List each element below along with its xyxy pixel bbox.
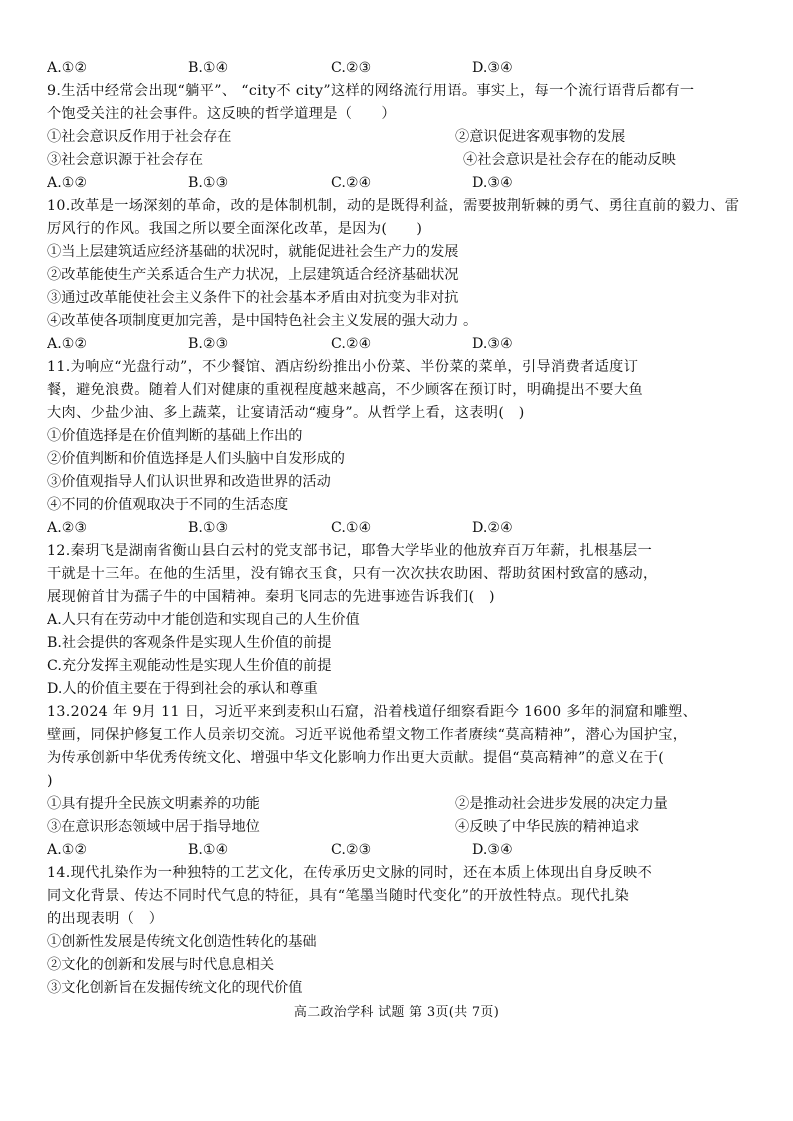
q10-stem-line: 厉风行的作风。我国之所以要全面深化改革，是因为( ) [47, 221, 423, 237]
question-14 [47, 862, 757, 1000]
q11-option-d[interactable]: D.②④ [472, 520, 513, 536]
q13-stem-line: 13.2024 年 9月 11 日，习近平来到麦积山石窟，沿着栈道仔细察看距今 1600 多年的洞窟和雕塑、 [47, 704, 698, 720]
q10-statement-1: ①当上层建筑适应经济基础的状况时，就能促进社会生产力的发展 [47, 244, 459, 260]
q10-statement-3: ③通过改革能使社会主义条件下的社会基本矛盾由对抗变为非对抗 [47, 290, 459, 306]
q9-options [47, 172, 757, 195]
q9-option-b[interactable]: B.①③ [188, 175, 229, 191]
q12-choice-b[interactable]: B.社会提供的客观条件是实现人生价值的前提 [47, 635, 332, 651]
q9-option-d[interactable]: D.③④ [472, 175, 513, 191]
q13-option-a[interactable]: A.①② [47, 842, 88, 858]
q13-stem-line: 壁画，同保护修复工作人员亲切交流。习近平说他希望文物工作者赓续“莫高精神”，潜心为国护宝， [47, 727, 688, 743]
q13-stem-line: ) [47, 773, 53, 789]
q11-stem-line: 11.为响应“光盘行动”，不少餐馆、酒店纷纷推出小份菜、半份菜的菜单，引导消费者适度订 [47, 359, 639, 375]
q11-option-b[interactable]: B.①③ [188, 520, 229, 536]
q9-statement-3: ③社会意识源于社会存在 [47, 152, 204, 168]
q11-statement-3: ③价值观指导人们认识世界和改造世界的活动 [47, 474, 331, 490]
q10-stem-line: 10.改革是一场深刻的革命，改的是体制机制，动的是既得利益，需要披荆斩棘的勇气、勇往直前的毅力、雷 [47, 198, 740, 214]
q14-statement-3: ③文化创新旨在发掘传统文化的现代价值 [47, 980, 303, 996]
question-10 [47, 195, 757, 356]
q11-statement-1: ①价值选择是在价值判断的基础上作出的 [47, 428, 303, 444]
q10-option-b[interactable]: B.②③ [188, 336, 229, 352]
q12-stem-line: 干就是十三年。在他的生活里，没有锦衣玉食，只有一次次扶农助困、帮助贫困村致富的感动， [47, 566, 658, 582]
q9-statements-row [47, 126, 757, 149]
q11-option-a[interactable]: A.②③ [47, 520, 88, 536]
question-9 [47, 80, 757, 195]
q13-statements-row [47, 793, 757, 816]
question-12 [47, 540, 757, 701]
exam-page-content [47, 57, 757, 1000]
q8-option-d[interactable]: D.③④ [472, 60, 513, 76]
q9-option-c[interactable]: C.②④ [331, 175, 372, 191]
q11-statement-2: ②价值判断和价值选择是人们头脑中自发形成的 [47, 451, 345, 467]
q9-stem-line: 9.生活中经常会出现“躺平”、 “city不 city”这样的网络流行用语。事实上，每一个流行语背后都有一 [47, 83, 695, 99]
q9-option-a[interactable]: A.①② [47, 175, 88, 191]
q8-options [47, 57, 757, 80]
q14-statement-2: ②文化的创新和发展与时代息息相关 [47, 957, 275, 973]
q8-option-a[interactable]: A.①② [47, 60, 88, 76]
q13-option-c[interactable]: C.②③ [331, 842, 372, 858]
page-footer: 高二政治学科 试题 第 3页(共 7页) [293, 1005, 500, 1020]
q11-stem-line: 餐，避免浪费。随着人们对健康的重视程度越来越高，不少顾客在预订时，明确提出不要大鱼 [47, 382, 644, 398]
q10-statement-2: ②改革能使生产关系适合生产力状况，上层建筑适合经济基础状况 [47, 267, 459, 283]
q11-options [47, 517, 757, 540]
q9-statement-1: ①社会意识反作用于社会存在 [47, 129, 232, 145]
q12-stem-line: 展现俯首甘为孺子牛的中国精神。秦玥飞同志的先进事迹告诉我们( ) [47, 589, 495, 605]
q11-stem-line: 大肉、少盐少油、多上蔬菜，让宴请活动“瘦身”。从哲学上看，这表明( ) [47, 405, 525, 421]
q13-options [47, 839, 757, 862]
q13-option-b[interactable]: B.①④ [188, 842, 229, 858]
q9-statements-row [47, 149, 757, 172]
q8-option-b[interactable]: B.①④ [188, 60, 229, 76]
q14-stem-line: 的出现表明（ ） [47, 911, 164, 927]
q13-statements-row [47, 816, 757, 839]
q13-statement-3: ③在意识形态领域中居于指导地位 [47, 819, 260, 835]
q9-statement-4: ④社会意识是社会存在的能动反映 [463, 152, 676, 168]
q9-statement-2: ②意识促进客观事物的发展 [455, 129, 626, 145]
q14-statement-1: ①创新性发展是传统文化创造性转化的基础 [47, 934, 317, 950]
q11-statement-4: ④不同的价值观取决于不同的生活态度 [47, 497, 289, 513]
q10-statement-4: ④改革使各项制度更加完善，是中国特色社会主义发展的强大动力 。 [47, 313, 478, 329]
q9-stem-line: 个饱受关注的社会事件。这反映的哲学道理是（ ） [47, 106, 396, 122]
q12-choice-d[interactable]: D.人的价值主要在于得到社会的承认和尊重 [47, 681, 318, 697]
q10-option-d[interactable]: D.③④ [472, 336, 513, 352]
q12-stem-line: 12.秦玥飞是湖南省衡山县白云村的党支部书记，耶鲁大学毕业的他放弃百万年薪，扎根基层一 [47, 543, 653, 559]
q13-stem-line: 为传承创新中华优秀传统文化、增强中华文化影响力作出更大贡献。提倡“莫高精神”的意义在于( [47, 750, 665, 766]
q12-choice-c[interactable]: C.充分发挥主观能动性是实现人生价值的前提 [47, 658, 332, 674]
q13-statement-2: ②是推动社会进步发展的决定力量 [455, 796, 668, 812]
q11-option-c[interactable]: C.①④ [331, 520, 372, 536]
q13-statement-4: ④反映了中华民族的精神追求 [455, 819, 640, 835]
q13-statement-1: ①具有提升全民族文明素养的功能 [47, 796, 260, 812]
q14-stem-line: 14.现代扎染作为一种独特的工艺文化，在传承历史文脉的同时，还在本质上体现出自身反映不 [47, 865, 653, 881]
question-13 [47, 701, 757, 862]
q10-options [47, 333, 757, 356]
q8-option-c[interactable]: C.②③ [331, 60, 372, 76]
q10-option-a[interactable]: A.①② [47, 336, 88, 352]
q12-choice-a[interactable]: A.人只有在劳动中才能创造和实现自己的人生价值 [47, 612, 360, 628]
question-11 [47, 356, 757, 540]
q10-option-c[interactable]: C.②④ [331, 336, 372, 352]
q14-stem-line: 同文化背景、传达不同时代气息的特征，具有“笔墨当随时代变化”的开放性特点。现代扎染 [47, 888, 630, 904]
q13-option-d[interactable]: D.③④ [472, 842, 513, 858]
